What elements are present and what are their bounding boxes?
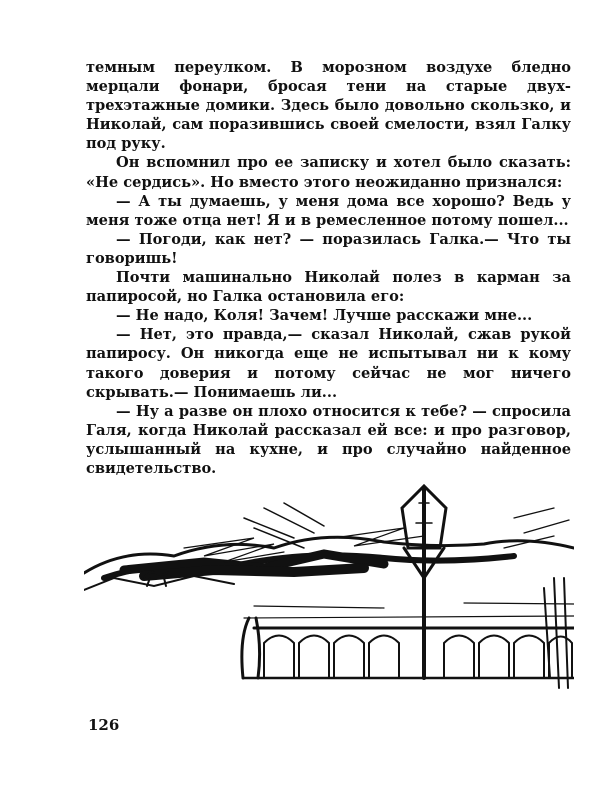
arch [369,636,399,679]
arch [264,636,294,679]
arch [479,636,509,679]
paragraph-3: — А ты думаешь, у меня дома все хорошо? Ведь у меня тоже отца нет! Я и в ремесленное потому пошел... [86,192,571,229]
left-figure [242,618,260,678]
paragraph-7: — Нет, это правда,— сказал Николай, сжав рукой папиросу. Он никогда еще не испытывал ни к кому такого доверия и потому сейчас не мог ничего скрывать.— Понимаешь ли... [86,326,571,401]
right-shading [544,578,568,688]
ink-illustration [84,478,574,693]
paragraph-8: — Ну а разве он плохо относится к тебе? — спросила Галя, когда Николай рассказал ей все: и про разговор, услышанный на кухне, и про случайно найденное свидетельство. [86,402,571,477]
facade-lines [244,603,574,618]
arch [514,636,544,679]
sky-cloud [144,568,364,576]
page-number: 126 [88,716,120,734]
paragraph-1: темным переулком. В морозном воздухе бледно мерцали фонари, бросая тени на старые двух-трехэтажные домики. Здесь было довольно скользко, и Николай, сам поразившись своей смелости, взял Галку под руку. [86,59,571,153]
sky-cloud [244,503,324,548]
paragraph-2: Он вспомнил про ее записку и хотел было сказать: «Не сердись». Но вместо этого неожиданно признался: [86,154,571,191]
paragraph-5: Почти машинально Николай полез в карман за папиросой, но Галка остановила его: [86,269,571,306]
arch [549,637,572,679]
lantern-detail [416,498,432,538]
paragraph-6: — Не надо, Коля! Зачем! Лучше расскажи мне... [116,307,533,325]
arch [444,636,474,679]
body-text [86,58,571,478]
paragraph-4: — Погоди, как нет? — поразилась Галка.— Что ты говоришь! [86,230,571,267]
arch [299,636,329,679]
arch [334,636,364,679]
